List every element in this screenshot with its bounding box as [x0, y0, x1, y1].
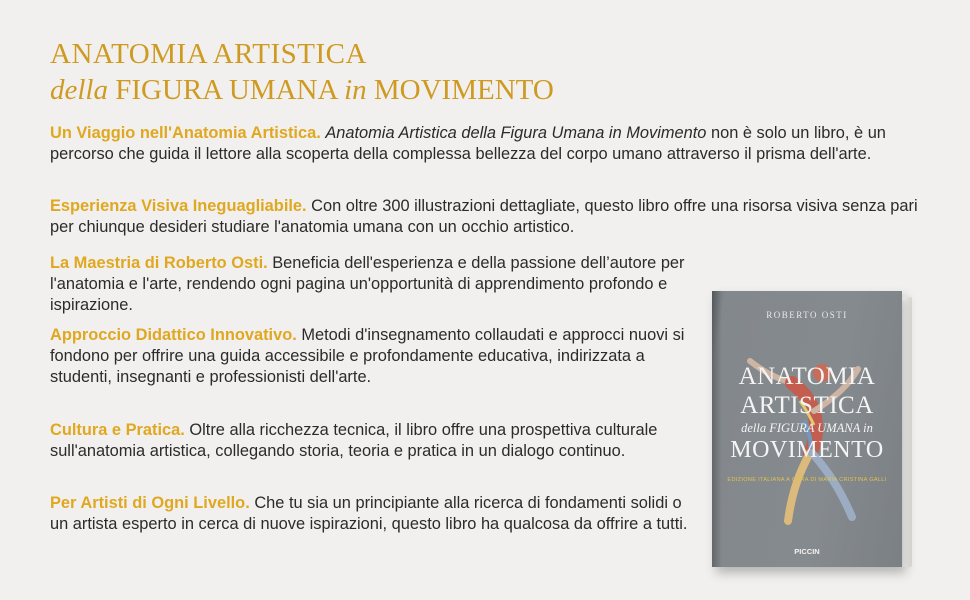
section-approccio — [50, 325, 700, 388]
section-maestria — [50, 253, 700, 316]
section-viaggio — [50, 123, 930, 165]
book-cover-image — [712, 291, 920, 571]
title-word-in: in — [344, 74, 367, 106]
title-word-della: della — [50, 74, 108, 106]
publisher-logo: PICCIN — [794, 547, 820, 556]
section-text: Oltre alla ricchezza tecnica, il libro offre una prospettiva culturale sull'anatomia artistica, collegando storia, teoria e pratica in un dialogo continuo. — [50, 421, 658, 460]
section-text: Che tu sia un principiante alla ricerca di fondamenti solidi o un artista esperto in cerca di nuove ispirazioni, questo libro ha qualcosa da offrire a tutti. — [50, 494, 688, 533]
section-heading: Un Viaggio nell'Anatomia Artistica. — [50, 124, 321, 142]
title-line-1: ANATOMIA ARTISTICA — [50, 38, 367, 70]
section-cultura — [50, 420, 700, 462]
section-artisti — [50, 493, 700, 535]
page-title — [50, 36, 554, 108]
section-heading: La Maestria di Roberto Osti. — [50, 254, 268, 272]
cover-credit: EDIZIONE ITALIANA A CURA DI MARIA CRISTINA GALLI — [727, 477, 887, 483]
title-word-figura-umana: FIGURA UMANA — [115, 74, 337, 106]
title-line-2 — [50, 72, 554, 108]
cover-title-line-3: della FIGURA UMANA in — [741, 421, 873, 435]
section-heading: Approccio Didattico Innovativo. — [50, 326, 297, 344]
title-word-movimento: MOVIMENTO — [373, 74, 554, 106]
section-text: non è solo un libro, è un percorso che guida il lettore alla scoperta della complessa bellezza del corpo umano attraverso il prisma dell'arte. — [50, 124, 886, 163]
section-esperienza — [50, 196, 930, 238]
section-text: Beneficia dell'esperienza e della passione dell’autore per l'anatomia e l'arte, rendendo ogni pagina un'opportunità di apprendimento profondo e ispirazione. — [50, 254, 685, 314]
section-text: Metodi d'insegnamento collaudati e approcci nuovi si fondono per offrire una guida accessibile e profondamente educativa, indirizzata a studenti, insegnanti e professionisti dell'arte. — [50, 326, 685, 386]
section-text: Con oltre 300 illustrazioni dettagliate, questo libro offre una risorsa visiva senza pari per chiunque desideri studiare l'anatomia umana con un occhio artistico. — [50, 197, 918, 236]
section-heading: Cultura e Pratica. — [50, 421, 185, 439]
cover-title-line-2: ARTISTICA — [740, 392, 874, 419]
book-cover — [712, 291, 902, 567]
cover-author: ROBERTO OSTI — [766, 310, 848, 320]
cover-title-line-4: MOVIMENTO — [730, 437, 884, 463]
cover-title-line-1: ANATOMIA — [738, 363, 876, 390]
section-heading: Esperienza Visiva Ineguagliabile. — [50, 197, 307, 215]
book-title-emphasis: Anatomia Artistica della Figura Umana in Movimento — [325, 124, 707, 142]
section-heading: Per Artisti di Ogni Livello. — [50, 494, 250, 512]
